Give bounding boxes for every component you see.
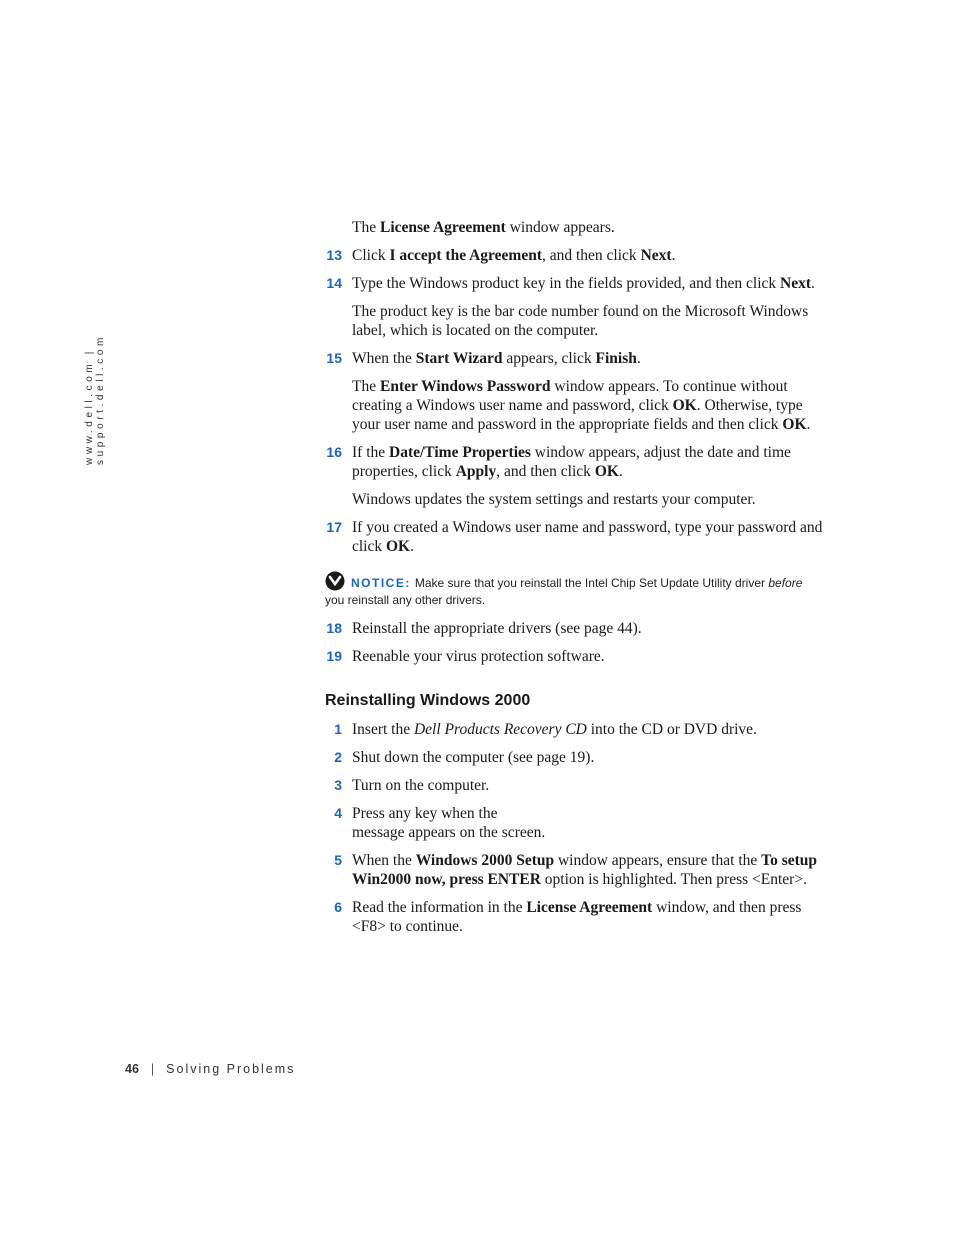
step-16-note: Windows updates the system settings and restarts your computer.	[352, 491, 756, 508]
step-number: 17	[326, 519, 342, 535]
win2000-step-2: 2 Shut down the computer (see page 19).	[325, 748, 825, 767]
win2000-step-5: 5 When the Windows 2000 Setup window appears, ensure that the To setup Win2000 now, press ENTER option is highlighted. Then press <Enter>.	[325, 851, 825, 889]
notice-box: NOTICE: Make sure that you reinstall the Intel Chip Set Update Utility driver before you reinstall any other drivers.	[325, 571, 825, 609]
step-15: 15 When the Start Wizard appears, click Finish.	[326, 350, 641, 367]
section-heading: Reinstalling Windows 2000	[325, 692, 531, 709]
step-number: 13	[326, 247, 342, 263]
step-number: 15	[326, 350, 342, 366]
step-number: 19	[326, 648, 342, 664]
footer-divider: |	[150, 1062, 155, 1076]
intro-paragraph: The License Agreement window appears.	[352, 219, 615, 236]
win2000-step-1: 1 Insert the Dell Products Recovery CD into the CD or DVD drive.	[325, 720, 825, 739]
page-footer	[125, 1062, 295, 1076]
step-number: 18	[326, 620, 342, 636]
side-url: www.dell.com | support.dell.com	[84, 334, 106, 465]
step-14-note: The product key is the bar code number found on the Microsoft Windows label, which is located on the computer.	[352, 303, 809, 339]
page-content	[325, 218, 825, 945]
step-14: 14 Type the Windows product key in the fields provided, and then click Next.	[326, 275, 815, 292]
step-number: 14	[326, 275, 342, 291]
step-number: 6	[334, 899, 342, 915]
step-18: 18 Reinstall the appropriate drivers (see page 44).	[326, 620, 642, 637]
step-16: 16 If the Date/Time Properties window appears, adjust the date and time properties, click Apply, and then click OK.	[326, 444, 791, 480]
page-number: 46	[125, 1062, 139, 1076]
step-13: 13 Click I accept the Agreement, and then click Next.	[326, 247, 676, 264]
step-number: 16	[326, 444, 342, 460]
step-number: 1	[334, 721, 342, 737]
step-number: 2	[334, 749, 342, 765]
section-name: Solving Problems	[166, 1062, 296, 1076]
notice-label: NOTICE:	[351, 576, 411, 590]
notice-icon	[325, 571, 345, 591]
win2000-step-3: 3 Turn on the computer.	[325, 776, 825, 795]
step-number: 4	[334, 805, 342, 821]
win2000-step-4: 4 Press any key when the message appears on the screen.	[325, 804, 825, 842]
win2000-step-6: 6 Read the information in the License Agreement window, and then press <F8> to continue.	[325, 898, 825, 936]
step-15-note: The Enter Windows Password window appears. To continue without creating a Windows user name and password, click OK. Otherwise, type your user name and password in the appropriate fields and then click OK.	[352, 378, 811, 433]
step-17: 17 If you created a Windows user name and password, type your password and click OK.	[326, 519, 823, 555]
step-number: 3	[334, 777, 342, 793]
step-number: 5	[334, 852, 342, 868]
step-19: 19 Reenable your virus protection software.	[326, 648, 605, 665]
